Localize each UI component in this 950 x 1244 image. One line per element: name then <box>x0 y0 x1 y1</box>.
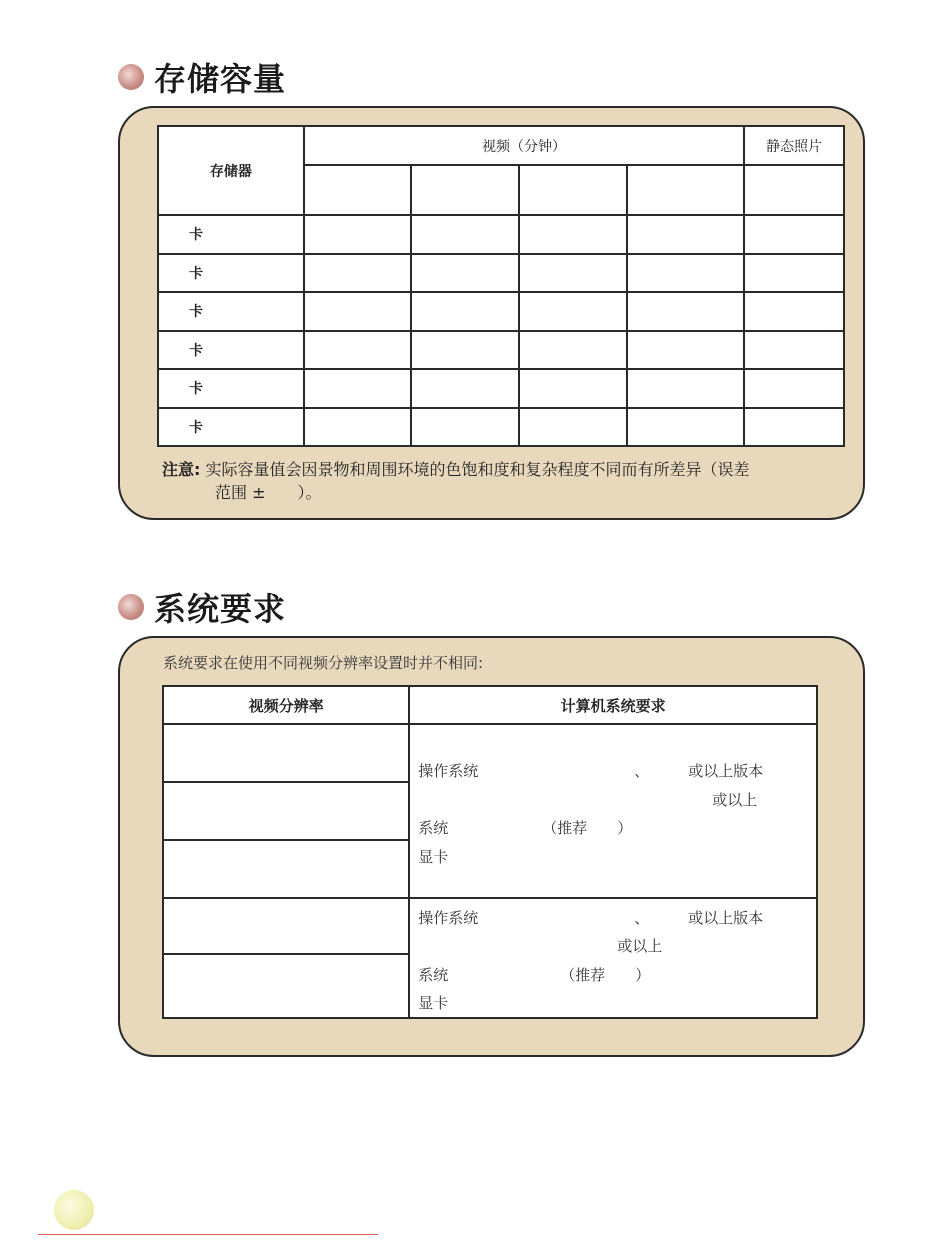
table-cell <box>627 408 745 447</box>
table-cell <box>744 292 844 331</box>
storage-subheader-cell <box>304 165 412 215</box>
requirements-cell-group2 <box>409 898 817 1018</box>
table-cell <box>411 215 519 254</box>
requirements-cell-group1 <box>409 724 817 898</box>
req-os-version: 或以上版本 <box>688 909 764 927</box>
storage-row-label: 卡 <box>158 408 304 447</box>
req-memory-label: 系统 <box>418 819 449 837</box>
sysreq-header-resolution: 视频分辨率 <box>163 686 409 724</box>
req-memory-label: 系统 <box>418 966 449 984</box>
storage-header-device <box>158 126 304 215</box>
storage-note-line1 <box>162 458 842 481</box>
note-text-line1: 实际容量值会因景物和周围环境的色饱和度和复杂程度不同而有所差异（误差 <box>205 460 750 479</box>
req-memory-recommend: （推荐 ） <box>542 819 633 837</box>
table-cell <box>304 331 412 370</box>
req-os-label: 操作系统 <box>418 909 479 927</box>
table-cell <box>411 369 519 408</box>
req-cpu-suffix: 或以上 <box>712 791 758 809</box>
table-cell <box>744 408 844 447</box>
resolution-cell <box>163 954 409 1018</box>
table-row <box>158 369 844 408</box>
storage-title: 存储容量 <box>154 60 287 98</box>
resolution-cell <box>163 898 409 954</box>
storage-row-label: 卡 <box>158 331 304 370</box>
table-cell <box>411 408 519 447</box>
table-cell <box>519 369 627 408</box>
page-number-circle-icon <box>54 1190 94 1230</box>
table-cell <box>304 408 412 447</box>
sysreq-intro: 系统要求在使用不同视频分辨率设置时并不相同: <box>163 654 484 672</box>
note-text-line2: 范围 ± ）。 <box>215 483 322 502</box>
storage-heading <box>118 54 286 100</box>
storage-header-video-label: 视频（分钟） <box>481 138 566 155</box>
sysreq-header-requirements: 计算机系统要求 <box>409 686 817 724</box>
storage-row-label: 卡 <box>158 369 304 408</box>
storage-subheader-cell <box>411 165 519 215</box>
table-cell <box>627 369 745 408</box>
req-gpu-label: 显卡 <box>418 994 449 1012</box>
req-os-label: 操作系统 <box>418 762 479 780</box>
resolution-cell <box>163 724 409 782</box>
req-cpu-suffix: 或以上 <box>617 937 663 955</box>
table-cell <box>744 215 844 254</box>
heading-bullet-icon <box>118 64 144 90</box>
table-row <box>158 215 844 254</box>
table-cell <box>519 215 627 254</box>
sysreq-table <box>162 685 818 1019</box>
table-cell <box>304 369 412 408</box>
storage-row-label: 卡 <box>158 254 304 293</box>
sysreq-heading <box>118 584 286 630</box>
table-cell <box>627 215 745 254</box>
storage-header-photo <box>744 126 844 165</box>
table-row <box>158 254 844 293</box>
storage-row-label: 卡 <box>158 292 304 331</box>
req-os-version: 或以上版本 <box>688 762 764 780</box>
table-cell <box>519 331 627 370</box>
storage-subheader-cell <box>627 165 745 215</box>
table-cell <box>411 254 519 293</box>
table-cell <box>304 215 412 254</box>
table-cell <box>627 331 745 370</box>
storage-header-video <box>304 126 745 165</box>
table-cell <box>744 254 844 293</box>
req-gpu-label: 显卡 <box>418 848 449 866</box>
storage-row-label: 卡 <box>158 215 304 254</box>
table-cell <box>744 369 844 408</box>
storage-subheader-cell <box>744 165 844 215</box>
table-cell <box>744 331 844 370</box>
table-cell <box>627 292 745 331</box>
table-cell <box>411 292 519 331</box>
table-cell <box>627 254 745 293</box>
table-cell <box>411 331 519 370</box>
storage-subheader-cell <box>519 165 627 215</box>
resolution-cell <box>163 840 409 898</box>
table-cell <box>304 292 412 331</box>
storage-table <box>157 125 845 447</box>
table-cell <box>304 254 412 293</box>
sysreq-title: 系统要求 <box>154 590 287 628</box>
storage-header-device-label: 存储器 <box>209 163 252 180</box>
footer-rule <box>38 1234 378 1235</box>
table-cell <box>519 254 627 293</box>
table-row <box>158 408 844 447</box>
storage-header-photo-label: 静态照片 <box>766 138 823 155</box>
req-os-separator: 、 <box>634 909 650 927</box>
req-os-separator: 、 <box>634 762 650 780</box>
note-label: 注意: <box>162 460 201 479</box>
table-row <box>158 292 844 331</box>
heading-bullet-icon <box>118 594 144 620</box>
resolution-cell <box>163 782 409 840</box>
table-cell <box>519 408 627 447</box>
req-memory-recommend: （推荐 ） <box>560 966 651 984</box>
table-cell <box>519 292 627 331</box>
storage-note <box>162 458 842 504</box>
table-row <box>158 331 844 370</box>
